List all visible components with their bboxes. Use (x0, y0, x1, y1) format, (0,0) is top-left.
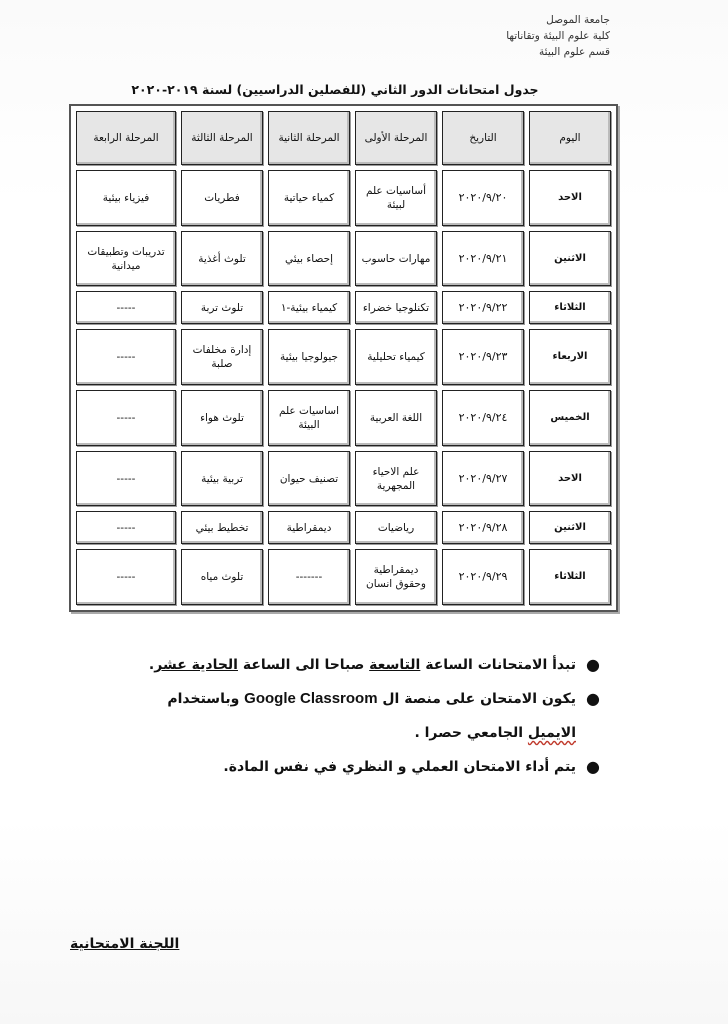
stage-1-cell: كيمياء تحليلية (355, 329, 437, 385)
note-spellcheck-word: الايميل (527, 725, 576, 741)
stage-1-cell: تكنلوجيا خضراء (355, 291, 437, 324)
day-cell: الاحد (529, 170, 611, 226)
stage-1-cell: اللغة العربية (355, 390, 437, 446)
date-cell: ٢٠٢٠/٩/٢٠ (442, 170, 524, 226)
stage-3-cell: تلوث هواء (181, 390, 263, 446)
exam-schedule-table (69, 104, 618, 612)
header-stage-3: المرحلة الثالثة (181, 111, 263, 165)
table-row (76, 451, 611, 507)
day-cell: الاثنين (529, 511, 611, 544)
stage-2-cell: ديمقراطية (268, 511, 350, 544)
stage-4-cell: ----- (76, 511, 176, 544)
stage-3-cell: إدارة مخلفات صلبة (181, 329, 263, 385)
header-day: اليوم (529, 111, 611, 165)
stage-2-cell: إحصاء بيئي (268, 231, 350, 287)
day-cell: الاحد (529, 451, 611, 507)
table-row (76, 291, 611, 324)
note-emphasis: التاسعة (369, 657, 421, 673)
day-cell: الثلاثاء (529, 291, 611, 324)
table-row (76, 329, 611, 385)
stage-3-cell: فطريات (181, 170, 263, 226)
bullet-dot-icon: ● (586, 689, 600, 708)
date-cell: ٢٠٢٠/٩/٢٣ (442, 329, 524, 385)
bullet-dot-icon: ● (586, 757, 600, 776)
header-stage-2: المرحلة الثانية (268, 111, 350, 165)
stage-2-cell: ------- (268, 549, 350, 605)
stage-2-cell: كيمياء بيئية-١ (268, 291, 350, 324)
note-emphasis: الحادية عشر (154, 657, 238, 673)
stage-4-cell: ----- (76, 329, 176, 385)
college-name: كلية علوم البيئة وتقاناتها (506, 30, 610, 42)
note-text: يتم أداء الامتحان العملي و النظري في نفس المادة. (223, 759, 576, 775)
exam-committee-signature: اللجنة الامتحانية (70, 936, 180, 952)
note-start-time (80, 648, 600, 682)
institution-header (506, 12, 610, 60)
stage-1-cell: رياضيات (355, 511, 437, 544)
document-title: جدول امتحانات الدور الثاني (للفصلين الدراسيين) لسنة ٢٠١٩-٢٠٢٠ (131, 82, 539, 97)
day-cell: الخميس (529, 390, 611, 446)
day-cell: الاربعاء (529, 329, 611, 385)
stage-4-cell: ----- (76, 549, 176, 605)
stage-4-cell: ----- (76, 291, 176, 324)
day-cell: الثلاثاء (529, 549, 611, 605)
date-cell: ٢٠٢٠/٩/٢٩ (442, 549, 524, 605)
table-row (76, 549, 611, 605)
note-platform (80, 682, 600, 750)
table-row (76, 390, 611, 446)
stage-1-cell: أساسيات علم لبيئة (355, 170, 437, 226)
stage-3-cell: تلوث أغذية (181, 231, 263, 287)
stage-2-cell: اساسيات علم البيئة (268, 390, 350, 446)
stage-3-cell: تلوث مياه (181, 549, 263, 605)
note-text: صباحا الى الساعة (237, 657, 370, 673)
stage-3-cell: تلوث تربة (181, 291, 263, 324)
note-text: يكون الامتحان على منصة ال (377, 691, 576, 707)
stage-2-cell: تصنيف حيوان (268, 451, 350, 507)
stage-4-cell: ----- (76, 390, 176, 446)
stage-4-cell: فيزياء بيئية (76, 170, 176, 226)
date-cell: ٢٠٢٠/٩/٢١ (442, 231, 524, 287)
header-stage-4: المرحلة الرابعة (76, 111, 176, 165)
date-cell: ٢٠٢٠/٩/٢٧ (442, 451, 524, 507)
note-text: تبدأ الامتحانات الساعة (420, 657, 576, 673)
stage-1-cell: مهارات حاسوب (355, 231, 437, 287)
stage-2-cell: جيولوجيا بيئية (268, 329, 350, 385)
university-name: جامعة الموصل (546, 14, 610, 26)
date-cell: ٢٠٢٠/٩/٢٢ (442, 291, 524, 324)
header-stage-1: المرحلة الأولى (355, 111, 437, 165)
stage-4-cell: ----- (76, 451, 176, 507)
table-row (76, 231, 611, 287)
platform-name: Google Classroom (244, 690, 378, 707)
table-header-row (76, 111, 611, 165)
note-text: وباستخدام (167, 691, 245, 707)
note-text: . (148, 657, 155, 673)
stage-2-cell: كمياء حياتية (268, 170, 350, 226)
stage-1-cell: ديمقراطية وحقوق انسان (355, 549, 437, 605)
date-cell: ٢٠٢٠/٩/٢٨ (442, 511, 524, 544)
header-date: التاريخ (442, 111, 524, 165)
note-practical-theory (80, 750, 600, 784)
exam-notes-list (80, 648, 600, 784)
stage-1-cell: علم الاحياء المجهرية (355, 451, 437, 507)
table-row (76, 170, 611, 226)
note-text: الجامعي حصرا . (414, 725, 528, 741)
table-row (76, 511, 611, 544)
day-cell: الاثنين (529, 231, 611, 287)
department-name: قسم علوم البيئة (539, 46, 610, 58)
bullet-dot-icon: ● (586, 655, 600, 674)
stage-3-cell: تربية بيئية (181, 451, 263, 507)
stage-3-cell: تخطيط بيئي (181, 511, 263, 544)
stage-4-cell: تدريبات وتطبيقات ميدانية (76, 231, 176, 287)
date-cell: ٢٠٢٠/٩/٢٤ (442, 390, 524, 446)
